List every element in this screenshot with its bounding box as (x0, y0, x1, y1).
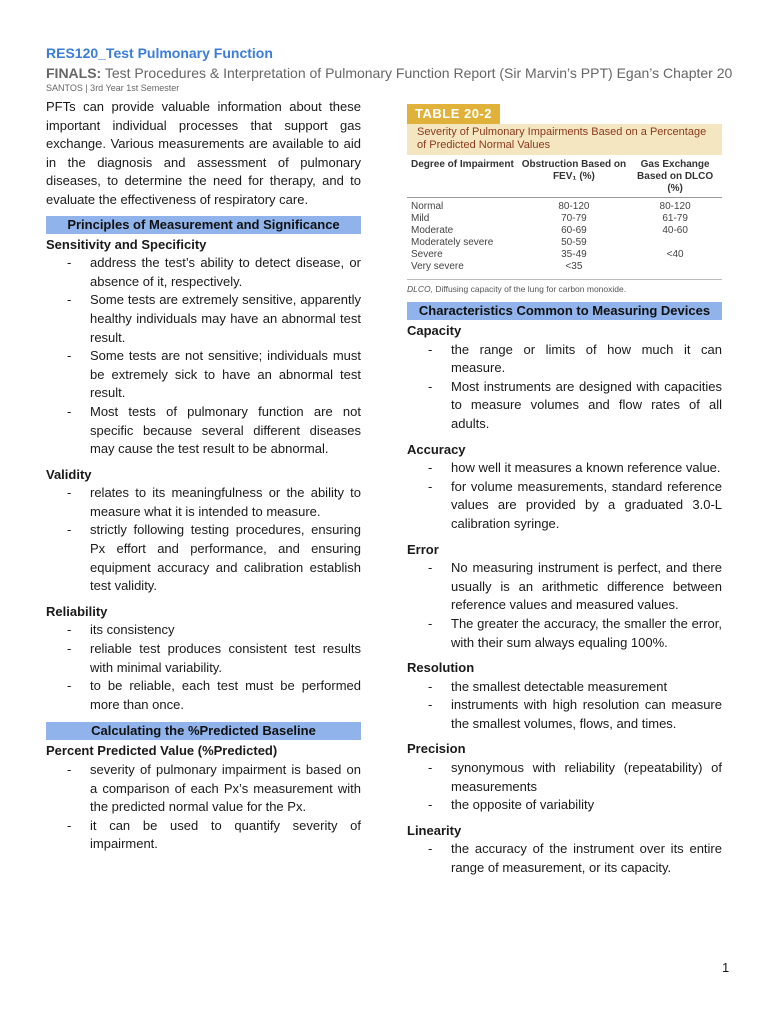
document-title: RES120_Test Pulmonary Function (46, 45, 273, 61)
table-header-row (407, 159, 722, 198)
list-percent-predicted (46, 761, 361, 854)
table-row (407, 225, 722, 237)
section-heading-characteristics: Characteristics Common to Measuring Devices (407, 302, 722, 320)
list-item: - Some tests are not sensitive; individuals must be extremely sick to have an abnormal test result. (46, 347, 361, 403)
list-item: - the opposite of variability (407, 796, 722, 815)
table-cell: 70-79 (561, 212, 587, 224)
finals-text: Test Procedures & Interpretation of Pulmonary Function Report (Sir Marvin’s PPT) Egan’s Chapter 20 (101, 65, 733, 81)
list-item: - the range or limits of how much it can measure. (407, 341, 722, 378)
table-col-obstruction: Obstruction Based on FEV₁ (%) (521, 158, 627, 182)
table-label: TABLE 20-2 (407, 104, 500, 124)
list-item: - it can be used to quantify severity of impairment. (46, 817, 361, 854)
subheading-capacity: Capacity (407, 323, 462, 338)
subheading-sensitivity: Sensitivity and Specificity (46, 236, 207, 252)
list-item: - No measuring instrument is perfect, and there usually is an arithmetic difference between reference values and measured values. (407, 559, 722, 615)
table-cell (628, 237, 722, 249)
page-number: 1 (722, 960, 730, 975)
subheading-linearity: Linearity (407, 822, 462, 838)
left-column (46, 98, 361, 854)
table-cell (628, 261, 722, 273)
table-row (407, 213, 722, 225)
list-reliability (46, 621, 361, 714)
list-resolution (407, 678, 722, 734)
table-footnote (407, 279, 722, 295)
list-item: - how well it measures a known reference value. (407, 459, 722, 478)
table-cell: Mild (411, 212, 430, 224)
table-cell: 80-120 (659, 200, 691, 212)
list-sensitivity (46, 254, 361, 459)
table-caption: Severity of Pulmonary Impairments Based on a Percentage of Predicted Normal Values (407, 124, 722, 155)
table-cell: 35-49 (561, 248, 587, 260)
table-cell: 80-120 (558, 200, 590, 212)
list-linearity (407, 840, 722, 877)
table-cell: <40 (666, 248, 684, 260)
table-col-degree: Degree of Impairment (411, 158, 514, 170)
list-item: - The greater the accuracy, the smaller the error, with their sum always equaling 100%. (407, 615, 722, 652)
table-row (407, 249, 722, 261)
list-item: - the accuracy of the instrument over its entire range of measurement, or its capacity. (407, 840, 722, 877)
document-subtitle (46, 65, 732, 81)
finals-label: FINALS: (46, 65, 102, 81)
section-heading-predicted: Calculating the %Predicted Baseline (46, 722, 361, 740)
list-item: - Most tests of pulmonary function are not specific because several different diseases may cause the test result to be abnormal. (46, 403, 361, 459)
subheading-precision: Precision (407, 741, 466, 757)
list-item: - its consistency (46, 621, 361, 640)
list-item: - Some tests are extremely sensitive, apparently healthy individuals may have an abnormal test result. (46, 291, 361, 347)
subheading-resolution: Resolution (407, 660, 475, 676)
list-item: - to be reliable, each test must be performed more than once. (46, 677, 361, 714)
table-col-gas-exchange: Gas Exchange Based on DLCO (%) (637, 158, 714, 194)
table-cell: 60-69 (561, 224, 587, 236)
table-row (407, 237, 722, 249)
list-item: - relates to its meaningfulness or the ability to measure what it is intended to measure. (46, 484, 361, 521)
list-item: - for volume measurements, standard reference values are provided by a graduated 3.0-L calibration syringe. (407, 478, 722, 534)
table-cell: Moderately severe (411, 236, 494, 248)
table-grid (407, 159, 722, 295)
subheading-validity: Validity (46, 466, 92, 482)
subheading-error: Error (407, 541, 439, 557)
table-cell: <35 (565, 260, 583, 272)
subheading-reliability: Reliability (46, 603, 108, 619)
list-validity (46, 484, 361, 596)
section-heading-principles: Principles of Measurement and Significance (46, 216, 361, 234)
list-accuracy (407, 459, 722, 533)
subheading-accuracy: Accuracy (407, 441, 466, 457)
list-item: - instruments with high resolution can measure the smallest volumes, flows, and times. (407, 696, 722, 733)
list-item: - reliable test produces consistent test results with minimal variability. (46, 640, 361, 677)
footnote-abbr: DLCO, (407, 283, 433, 294)
footnote-text: Diffusing capacity of the lung for carbon monoxide. (432, 283, 627, 294)
author-meta: SANTOS | 3rd Year 1st Semester (46, 83, 180, 93)
list-item: - synonymous with reliability (repeatability) of measurements (407, 759, 722, 796)
table-row (407, 201, 722, 213)
list-precision (407, 759, 722, 815)
list-error (407, 559, 722, 652)
right-column (407, 104, 722, 878)
table-cell: Normal (411, 200, 444, 212)
table-cell: 50-59 (561, 236, 587, 248)
table-cell: 40-60 (662, 224, 688, 236)
list-capacity (407, 341, 722, 434)
list-item: - the smallest detectable measurement (407, 678, 722, 697)
table-cell: 61-79 (662, 212, 688, 224)
subheading-percent-predicted: Percent Predicted Value (%Predicted) (46, 743, 278, 759)
intro-paragraph: PFTs can provide valuable information about these important individual processes that support gas exchange. Various measurements are available to aid in the diagnosis and assessment of pulmonary diseases, to determine the need for therapy, and to evaluate the effectiveness of respiratory care. (46, 99, 361, 207)
list-item: - Most instruments are designed with capacities to measure volumes and flow rates of all adults. (407, 378, 722, 434)
severity-table-figure (407, 104, 722, 294)
table-cell: Moderate (411, 224, 454, 236)
table-row (407, 261, 722, 273)
list-item: - severity of pulmonary impairment is based on a comparison of each Px’s measurement with the predicted normal value for the Px. (46, 761, 361, 817)
table-cell: Severe (411, 248, 443, 260)
list-item: - strictly following testing procedures, ensuring Px effort and performance, and ensuring equipment accuracy and calibration establish test validity. (46, 521, 361, 595)
list-item: - address the test’s ability to detect disease, or absence of it, respectively. (46, 254, 361, 291)
table-cell: Very severe (411, 260, 464, 272)
